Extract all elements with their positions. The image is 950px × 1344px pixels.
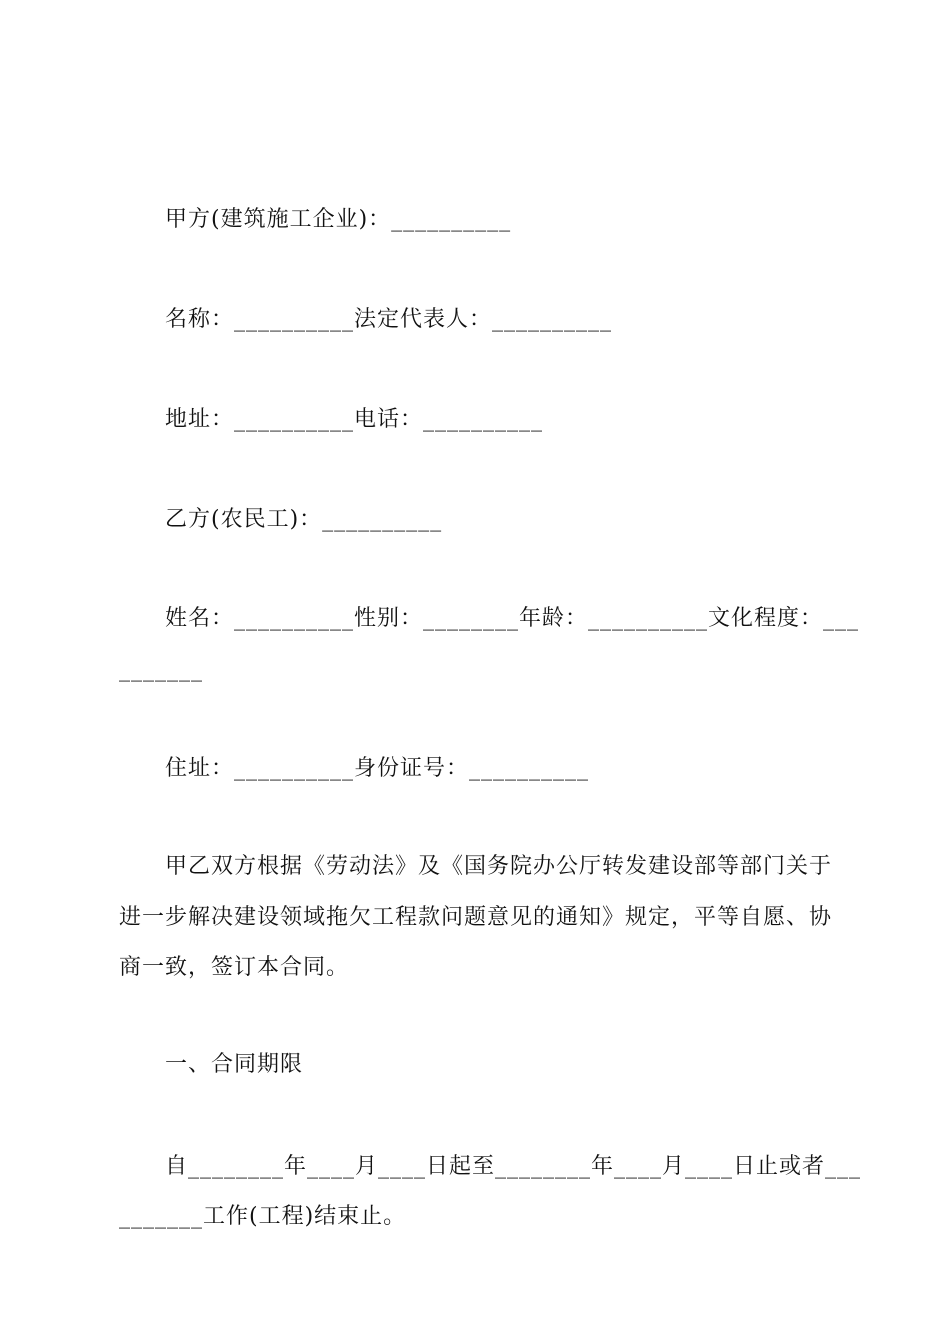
party-a-heading: 甲方(建筑施工企业)：__________	[165, 207, 512, 232]
term-line-1: 自________年____月____日起至________年____月____日止或者___	[165, 1154, 862, 1179]
party-b-info-line: 姓名：__________性别：________年龄：__________文化程度：___	[165, 606, 860, 631]
party-b-heading: 乙方(农民工)：__________	[165, 507, 443, 532]
party-b-residence-line: 住址：__________身份证号：__________	[165, 756, 590, 781]
preamble-line-2: 进一步解决建设领域拖欠工程款问题意见的通知》规定，平等自愿、协	[119, 905, 833, 930]
section-1-title: 一、合同期限	[165, 1052, 304, 1077]
term-line-2: _______工作(工程)结束止。	[119, 1204, 407, 1229]
party-b-info-line-continued: _______	[119, 657, 203, 682]
party-a-address-line: 地址：__________电话：__________	[165, 407, 544, 432]
party-a-name-line: 名称：__________法定代表人：__________	[165, 307, 613, 332]
preamble-line-1: 甲乙双方根据《劳动法》及《国务院办公厅转发建设部等部门关于	[165, 854, 833, 879]
preamble-line-3: 商一致，签订本合同。	[119, 955, 350, 980]
